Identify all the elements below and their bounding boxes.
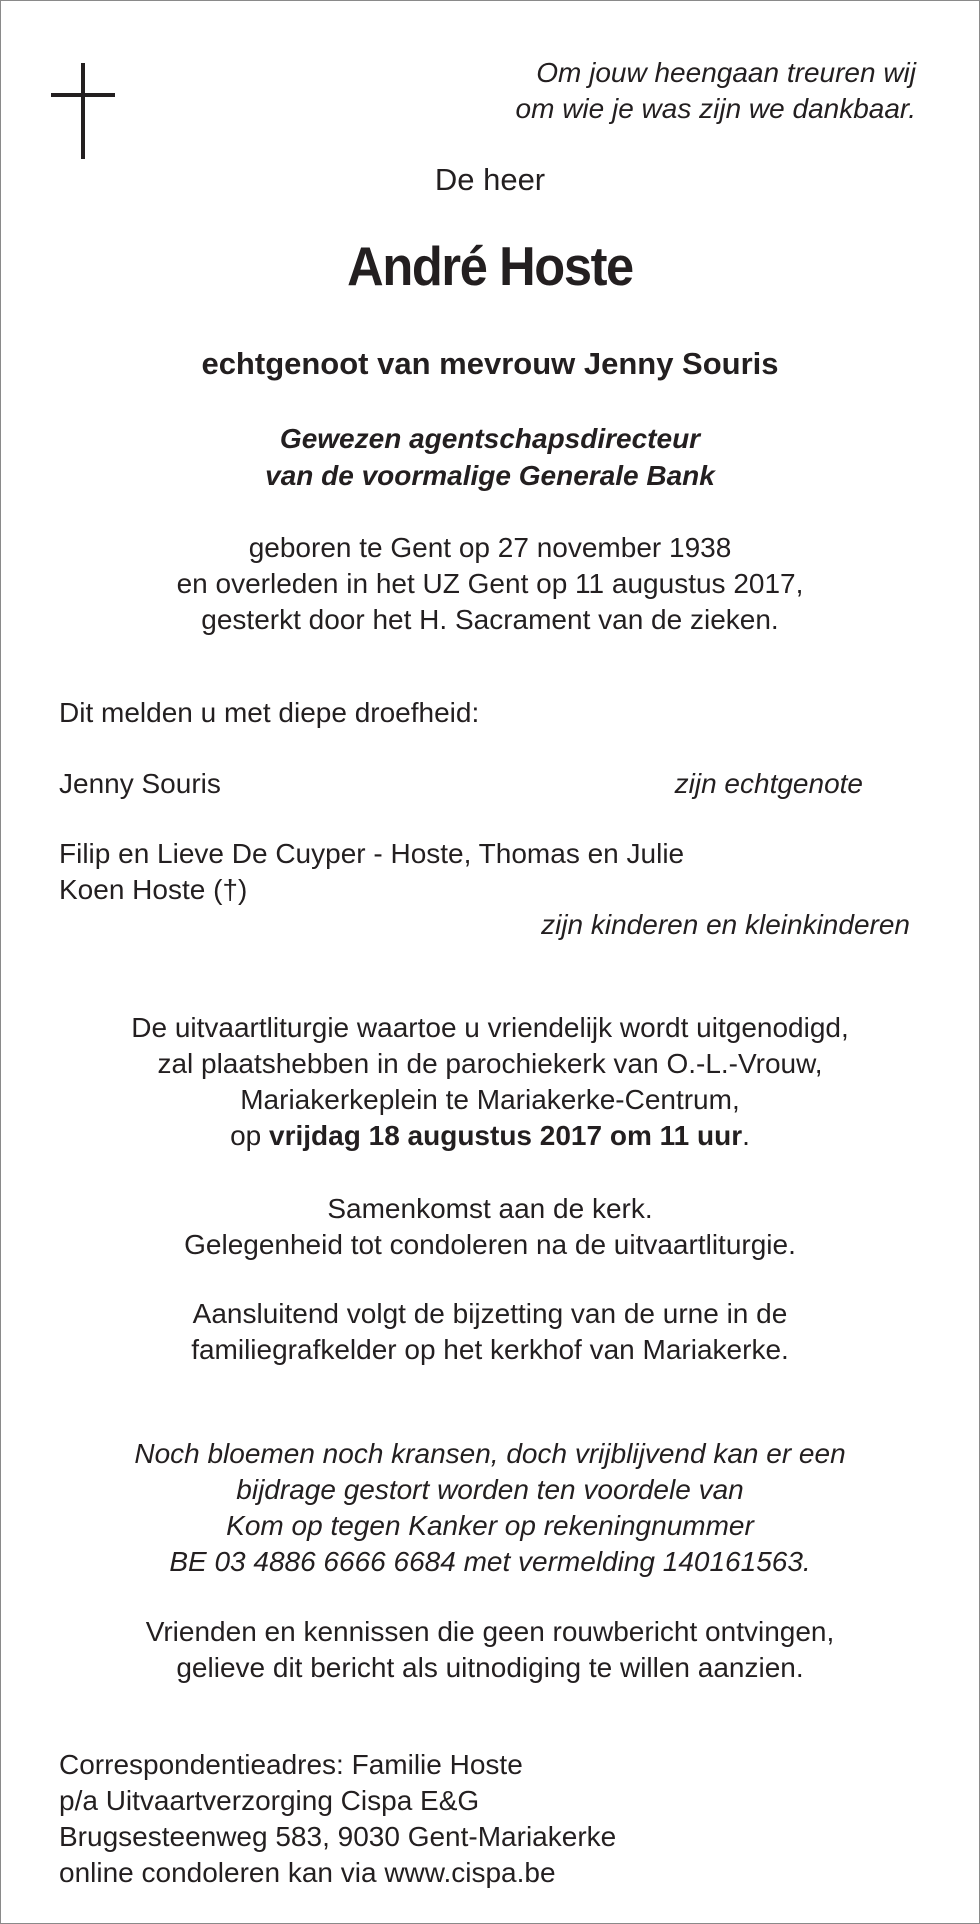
funeral-date-prefix: op (230, 1120, 270, 1151)
funeral-details (1, 1010, 979, 1154)
motto-line: Om jouw heengaan treuren wij (536, 57, 916, 88)
correspondence-line: Correspondentieadres: Familie Hoste (59, 1749, 523, 1780)
motto (516, 55, 916, 127)
correspondence-line: Brugsesteenweg 583, 9030 Gent-Mariakerke (59, 1821, 617, 1852)
interment-line: familiegrafkelder op het kerkhof van Mariakerke. (191, 1334, 789, 1365)
mourner-spouse-relation: zijn echtgenote (674, 768, 863, 799)
birth-line: geboren te Gent op 27 november 1938 (248, 532, 732, 563)
gathering-info (1, 1191, 979, 1263)
invitation-line: Vrienden en kennissen die geen rouwbericht ontvingen, (145, 1616, 835, 1647)
mourner-children-line: Filip en Lieve De Cuyper - Hoste, Thomas en Julie (59, 838, 685, 869)
death-line: en overleden in het UZ Gent op 11 augustus 2017, (176, 568, 804, 599)
donation-line: BE 03 4886 6666 6684 met vermelding 140161563. (169, 1546, 811, 1577)
donation-line: Kom op tegen Kanker op rekeningnummer (226, 1510, 754, 1541)
funeral-line: Mariakerkeplein te Mariakerke-Centrum, (240, 1084, 740, 1115)
profession-line: Gewezen agentschapsdirecteur (279, 423, 701, 454)
announcement-intro: Dit melden u met diepe droefheid: (59, 697, 480, 728)
funeral-date: vrijdag 18 augustus 2017 om 11 uur (269, 1120, 743, 1151)
interment-info (1, 1296, 979, 1368)
gathering-line: Gelegenheid tot condoleren na de uitvaartliturgie. (184, 1229, 796, 1260)
deceased-name: André Hoste (347, 235, 633, 297)
invitation-line: gelieve dit bericht als uitnodiging te willen aanzien. (176, 1652, 804, 1683)
birth-death-details (1, 530, 979, 638)
sacrament-line: gesterkt door het H. Sacrament van de zieken. (201, 604, 779, 635)
profession (1, 420, 979, 494)
correspondence-line: online condoleren kan via www.cispa.be (59, 1857, 556, 1888)
funeral-line: zal plaatshebben in de parochiekerk van O.-L.-Vrouw, (157, 1048, 823, 1079)
honorific: De heer (434, 162, 546, 197)
donation-line: bijdrage gestort worden ten voordele van (236, 1474, 744, 1505)
invitation-note (1, 1614, 979, 1686)
interment-line: Aansluitend volgt de bijzetting van de urne in de (192, 1298, 788, 1329)
funeral-line: De uitvaartliturgie waartoe u vriendelijk wordt uitgenodigd, (131, 1012, 849, 1043)
donation-info (1, 1436, 979, 1580)
mourner-children-relation: zijn kinderen en kleinkinderen (541, 909, 910, 940)
cross-icon (51, 63, 115, 159)
profession-line: van de voormalige Generale Bank (265, 460, 715, 491)
funeral-date-line (1, 1118, 979, 1154)
mourner-spouse-name: Jenny Souris (59, 768, 221, 799)
gathering-line: Samenkomst aan de kerk. (327, 1193, 653, 1224)
mourner-children-line: Koen Hoste (†) (59, 874, 248, 905)
donation-line: Noch bloemen noch kransen, doch vrijblijvend kan er een (134, 1438, 846, 1469)
spouse-line: echtgenoot van mevrouw Jenny Souris (201, 346, 779, 381)
funeral-date-suffix: . (742, 1120, 750, 1151)
motto-line: om wie je was zijn we dankbaar. (515, 93, 916, 124)
correspondence-address (59, 1747, 616, 1891)
correspondence-line: p/a Uitvaartverzorging Cispa E&G (59, 1785, 480, 1816)
